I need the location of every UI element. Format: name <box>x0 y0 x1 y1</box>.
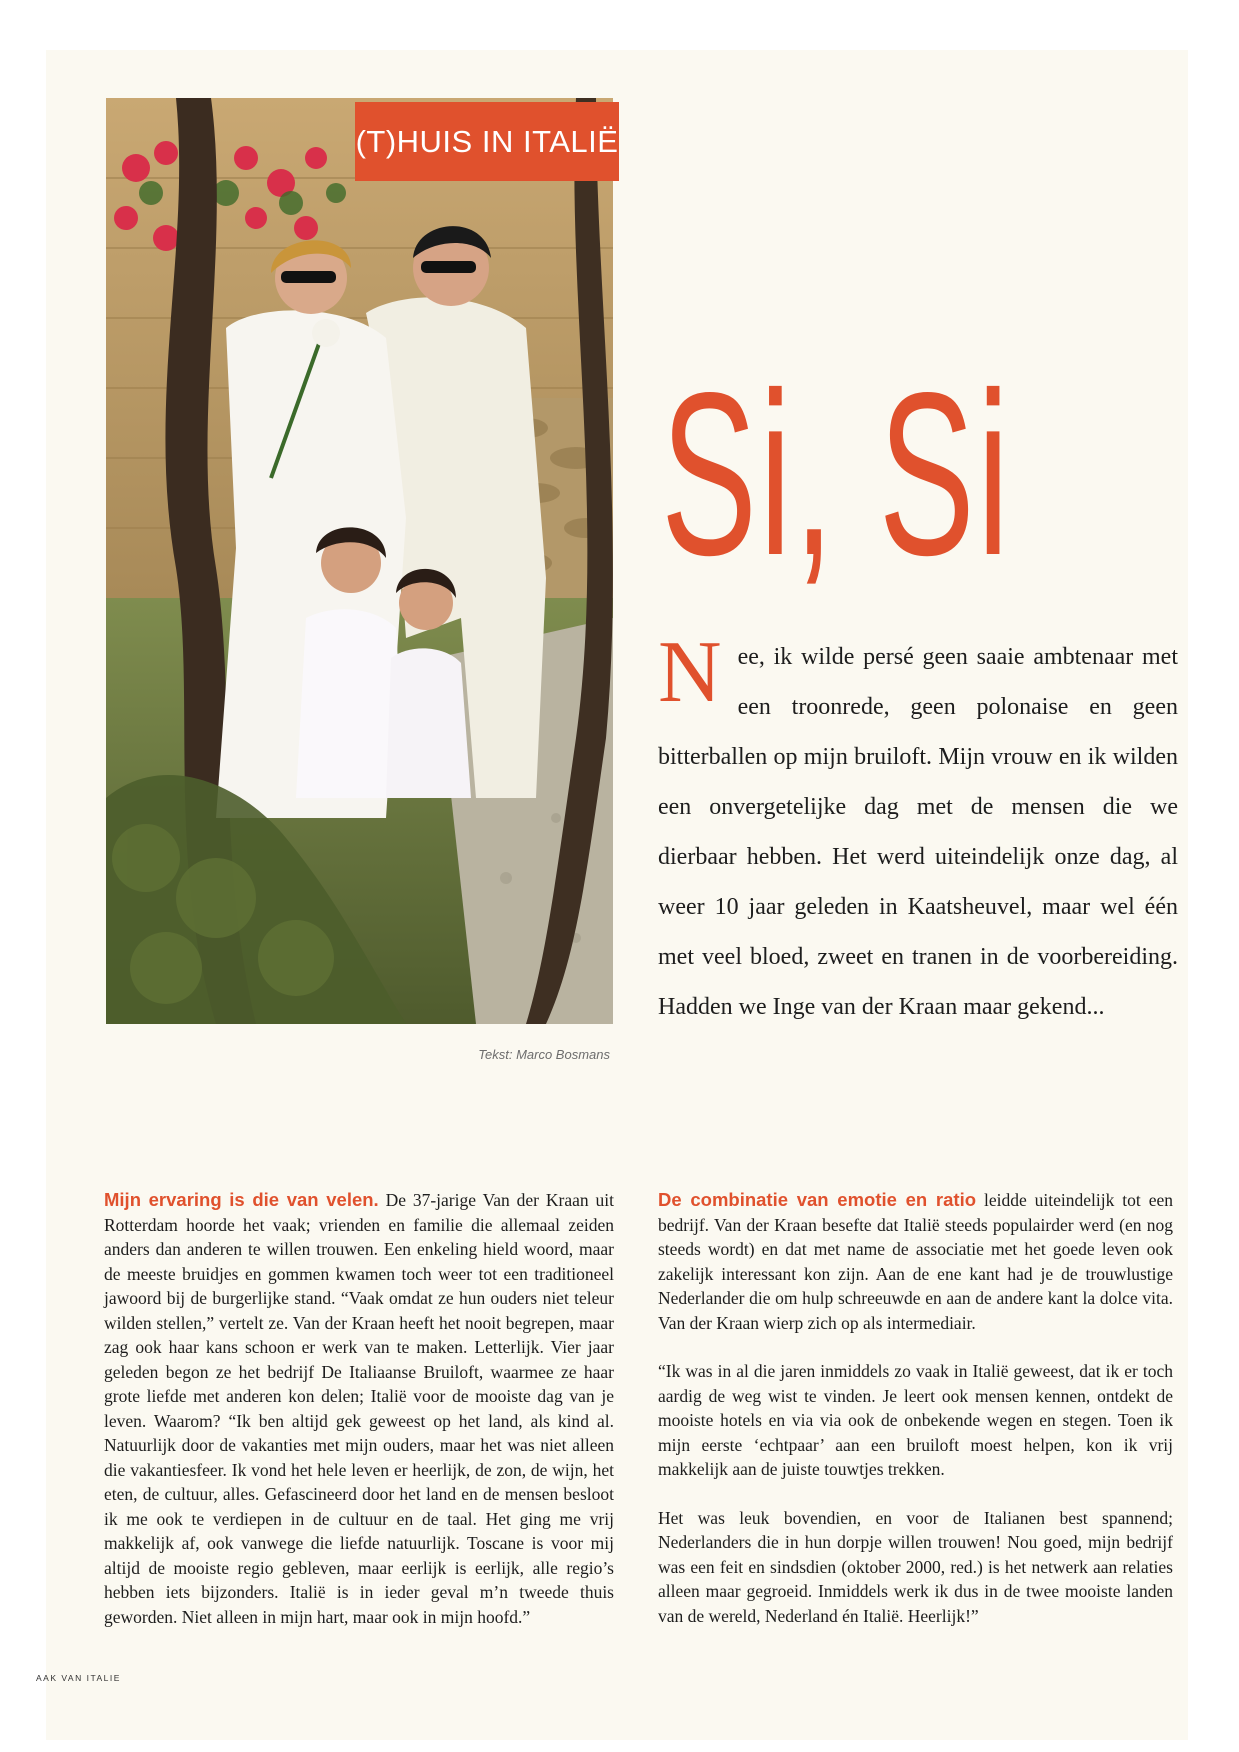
intro-text: ee, ik wilde persé geen saaie ambtenaar met een troonrede, geen polonaise en geen bitterballen op mijn bruiloft. Mijn vrouw en ik wilden een onvergetelijke dag met de mensen die we dierbaar hebben. Het werd uiteindelijk onze dag, al weer 10 jaar geleden in Kaatsheuvel, maar wel één met veel bloed, zweet en tranen in de voorbereiding. Hadden we Inge van der Kraan maar gekend... <box>658 644 1178 1020</box>
section-tag: (T)HUIS IN ITALIË <box>355 102 619 181</box>
right-body-1: leidde uiteindelijk tot een bedrijf. Van der Kraan besefte dat Italië steeds populairder werd (en nog steeds wordt) en dat met name de associatie met het goede leven ook zakelijk interessant kon zijn. Aan de ene kant had je de trouwlustige Nederlander die om hulp schreeuwde en aan de andere kant la dolce vita. Van der Kraan wierp zich op als intermediair. <box>658 1190 1173 1333</box>
left-column <box>104 1188 614 1653</box>
left-paragraph <box>104 1188 614 1629</box>
author-credit: Tekst: Marco Bosmans <box>478 1047 610 1062</box>
magazine-page <box>46 50 1188 1740</box>
wedding-photo <box>106 98 613 1024</box>
right-paragraph-1 <box>658 1188 1173 1335</box>
page-folio: AAK VAN ITALIE <box>36 1673 121 1683</box>
headline: Si, Si <box>661 345 1012 604</box>
right-lead: De combinatie van emotie en ratio <box>658 1189 977 1210</box>
right-paragraph-2: “Ik was in al die jaren inmiddels zo vaak in Italië geweest, dat ik er toch aardig de weg wist te vinden. Je leert ook mensen kennen, ontdekt de mooiste hotels en via via ook de onbekende wegen en stegen. Toen ik mijn eerste ‘echtpaar’ aan een bruiloft moest helpen, kon ik vrij makkelijk aan de juiste touwtjes trekken. <box>658 1361 1173 1479</box>
right-column <box>658 1188 1173 1652</box>
drop-cap: N <box>658 624 722 721</box>
left-lead: Mijn ervaring is die van velen. <box>104 1189 379 1210</box>
intro-paragraph <box>658 624 1178 1032</box>
right-paragraph-3: Het was leuk bovendien, en voor de Italianen best spannend; Nederlanders die in hun dorpje willen trouwen! Nou goed, mijn bedrijf was een feit en sindsdien (oktober 2000, red.) is het netwerk aan relaties alleen maar gegroeid. Inmiddels werk ik dus in de twee mooiste landen van de wereld, Nederland én Italië. Heerlijk!” <box>658 1507 1173 1626</box>
left-body: De 37-jarige Van der Kraan uit Rotterdam hoorde het vaak; vrienden en familie die allemaal zeiden anders dan anderen te willen trouwen. Een enkeling hield woord, maar de meeste bruidjes en gommen kwamen toch weer tot een traditioneel jawoord bij de burgerlijke stand. “Vaak omdat ze hun ouders niet teleur wilden stellen,” vertelt ze. Van der Kraan heeft het nooit begrepen, maar zag ook haar kans schoon er werk van te maken. Letterlijk. Vier jaar geleden begon ze het bedrijf De Italiaanse Bruiloft, waarmee ze haar grote liefde met anderen kon delen; Italië voor de mooiste dag van je leven. Waarom? “Ik ben altijd gek geweest op het land, als kind al. Natuurlijk door de vakanties met mijn ouders, maar het was niet alleen die vakantiesfeer. Ik vond het hele leven er heerlijk, de zon, de wijn, het eten, de cultuur, alles. Gefascineerd door het land en de mensen besloot ik me ook te verdiepen in de cultuur en de taal. Het ging me vrij makkelijk af, ook vanwege die liefde natuurlijk. Toscane is voor mij altijd de mooiste regio gebleven, maar eerlijk is eerlijk, alle regio’s hebben iets bijzonders. Italië is in ieder geval m’n tweede thuis geworden. Niet alleen in mijn hart, maar ook in mijn hoofd.” <box>104 1190 614 1627</box>
